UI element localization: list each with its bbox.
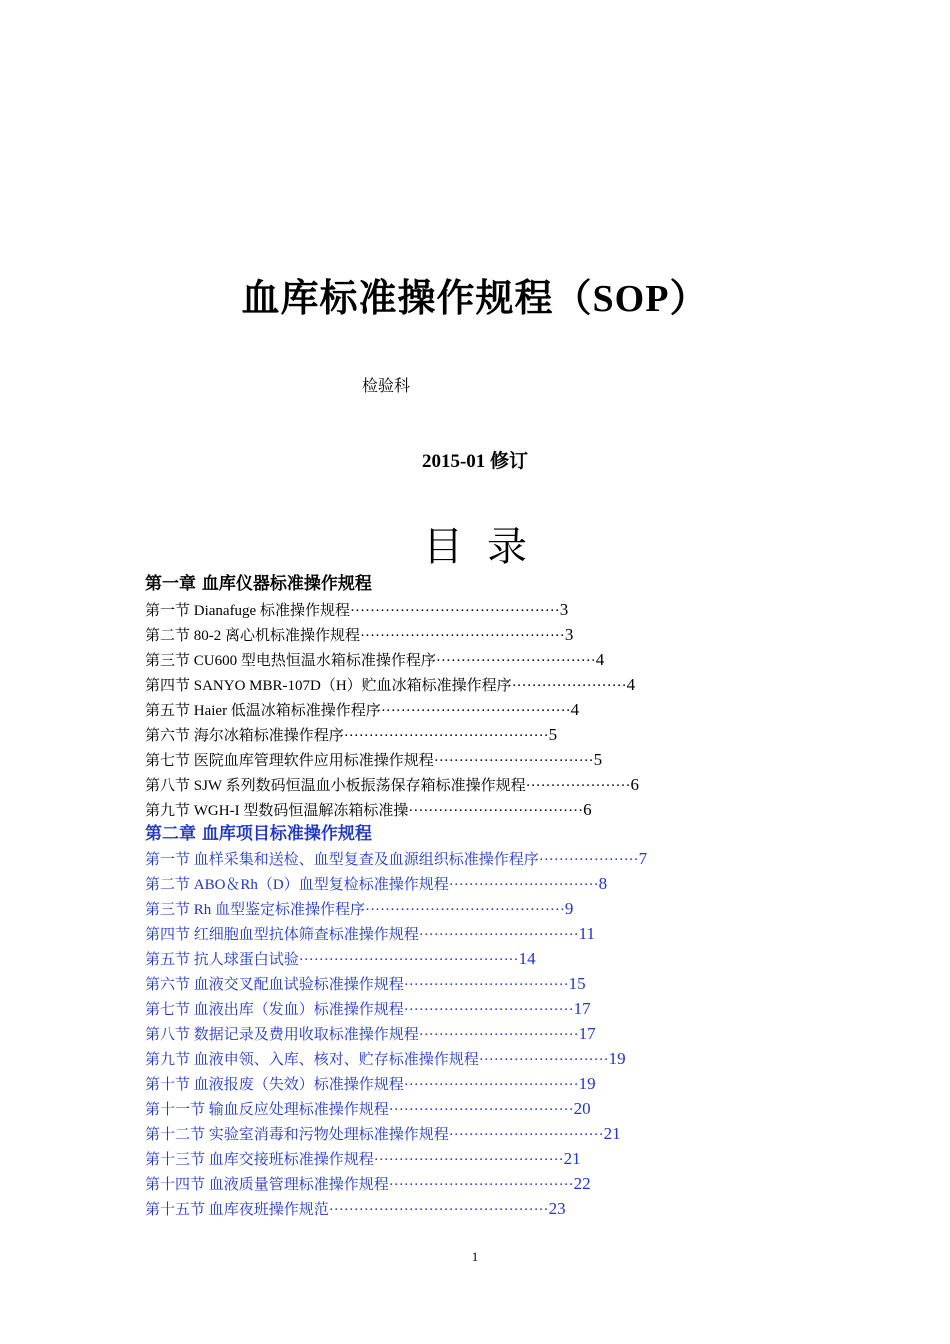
toc-entry[interactable]: 第一节 血样采集和送检、血型复查及血源组织标准操作程序····················7 bbox=[145, 849, 648, 868]
toc-entry[interactable]: 第十节 血液报废（失效）标准操作规程···································19 bbox=[145, 1074, 596, 1093]
toc-heading: 目录 bbox=[423, 524, 551, 570]
page-number: 1 bbox=[471, 1249, 479, 1264]
toc-entry[interactable]: 第五节 抗人球蛋白试验············································14 bbox=[145, 949, 536, 968]
revision-label: 2015-01 修订 bbox=[421, 451, 529, 472]
toc-entry[interactable]: 第七节 血液出库（发血）标准操作规程··································17 bbox=[145, 999, 591, 1018]
toc-entry[interactable]: 第六节 血液交叉配血试验标准操作规程·································15 bbox=[145, 974, 586, 993]
toc-entry[interactable]: 第十四节 血液质量管理标准操作规程·····································22 bbox=[145, 1174, 591, 1193]
chapter-1-heading[interactable]: 第一章 血库仪器标准操作规程 bbox=[145, 574, 372, 594]
department-label: 检验科 bbox=[362, 376, 411, 395]
toc-entry[interactable]: 第十二节 实验室消毒和污物处理标准操作规程·······························21 bbox=[145, 1124, 621, 1143]
toc-entry[interactable]: 第一节 Dianafuge 标准操作规程··········································3 bbox=[145, 600, 569, 619]
toc-entry[interactable]: 第八节 数据记录及费用收取标准操作规程································17 bbox=[145, 1024, 596, 1043]
toc-entry[interactable]: 第三节 Rh 血型鉴定标准操作程序········································9 bbox=[145, 899, 574, 918]
toc-entry[interactable]: 第二节 80-2 离心机标准操作规程·········································3 bbox=[145, 625, 574, 644]
toc-entry[interactable]: 第四节 红细胞血型抗体筛查标准操作规程································11 bbox=[145, 924, 595, 943]
chapter-2-heading[interactable]: 第二章 血库项目标准操作规程 bbox=[145, 824, 372, 844]
toc-entry[interactable]: 第六节 海尔冰箱标准操作程序·········································5 bbox=[145, 725, 558, 744]
toc-entry[interactable]: 第八节 SJW 系列数码恒温血小板振荡保存箱标准操作规程·····················6 bbox=[145, 775, 639, 794]
toc-entry[interactable]: 第七节 医院血库管理软件应用标准操作规程································5 bbox=[145, 750, 603, 769]
toc-entry[interactable]: 第十三节 血库交接班标准操作规程······································21 bbox=[145, 1149, 581, 1168]
toc-entry[interactable]: 第三节 CU600 型电热恒温水箱标准操作程序································4 bbox=[145, 650, 605, 669]
toc-entry[interactable]: 第十五节 血库夜班操作规范············································23 bbox=[145, 1199, 566, 1218]
toc-entry[interactable]: 第五节 Haier 低温冰箱标准操作程序······································4 bbox=[145, 700, 580, 719]
toc-entry[interactable]: 第四节 SANYO MBR-107D（H）贮血冰箱标准操作程序·······················4 bbox=[145, 675, 636, 694]
toc-entry[interactable]: 第九节 血液申领、入库、核对、贮存标准操作规程··························19 bbox=[145, 1049, 626, 1068]
toc-entry[interactable]: 第九节 WGH-I 型数码恒温解冻箱标准操···································6 bbox=[145, 800, 592, 819]
toc-entry[interactable]: 第十一节 输血反应处理标准操作规程·····································20 bbox=[145, 1099, 591, 1118]
toc-entry[interactable]: 第二节 ABO＆Rh（D）血型复检标准操作规程······························8 bbox=[145, 874, 608, 893]
document-title: 血库标准操作规程（SOP） bbox=[241, 278, 709, 320]
